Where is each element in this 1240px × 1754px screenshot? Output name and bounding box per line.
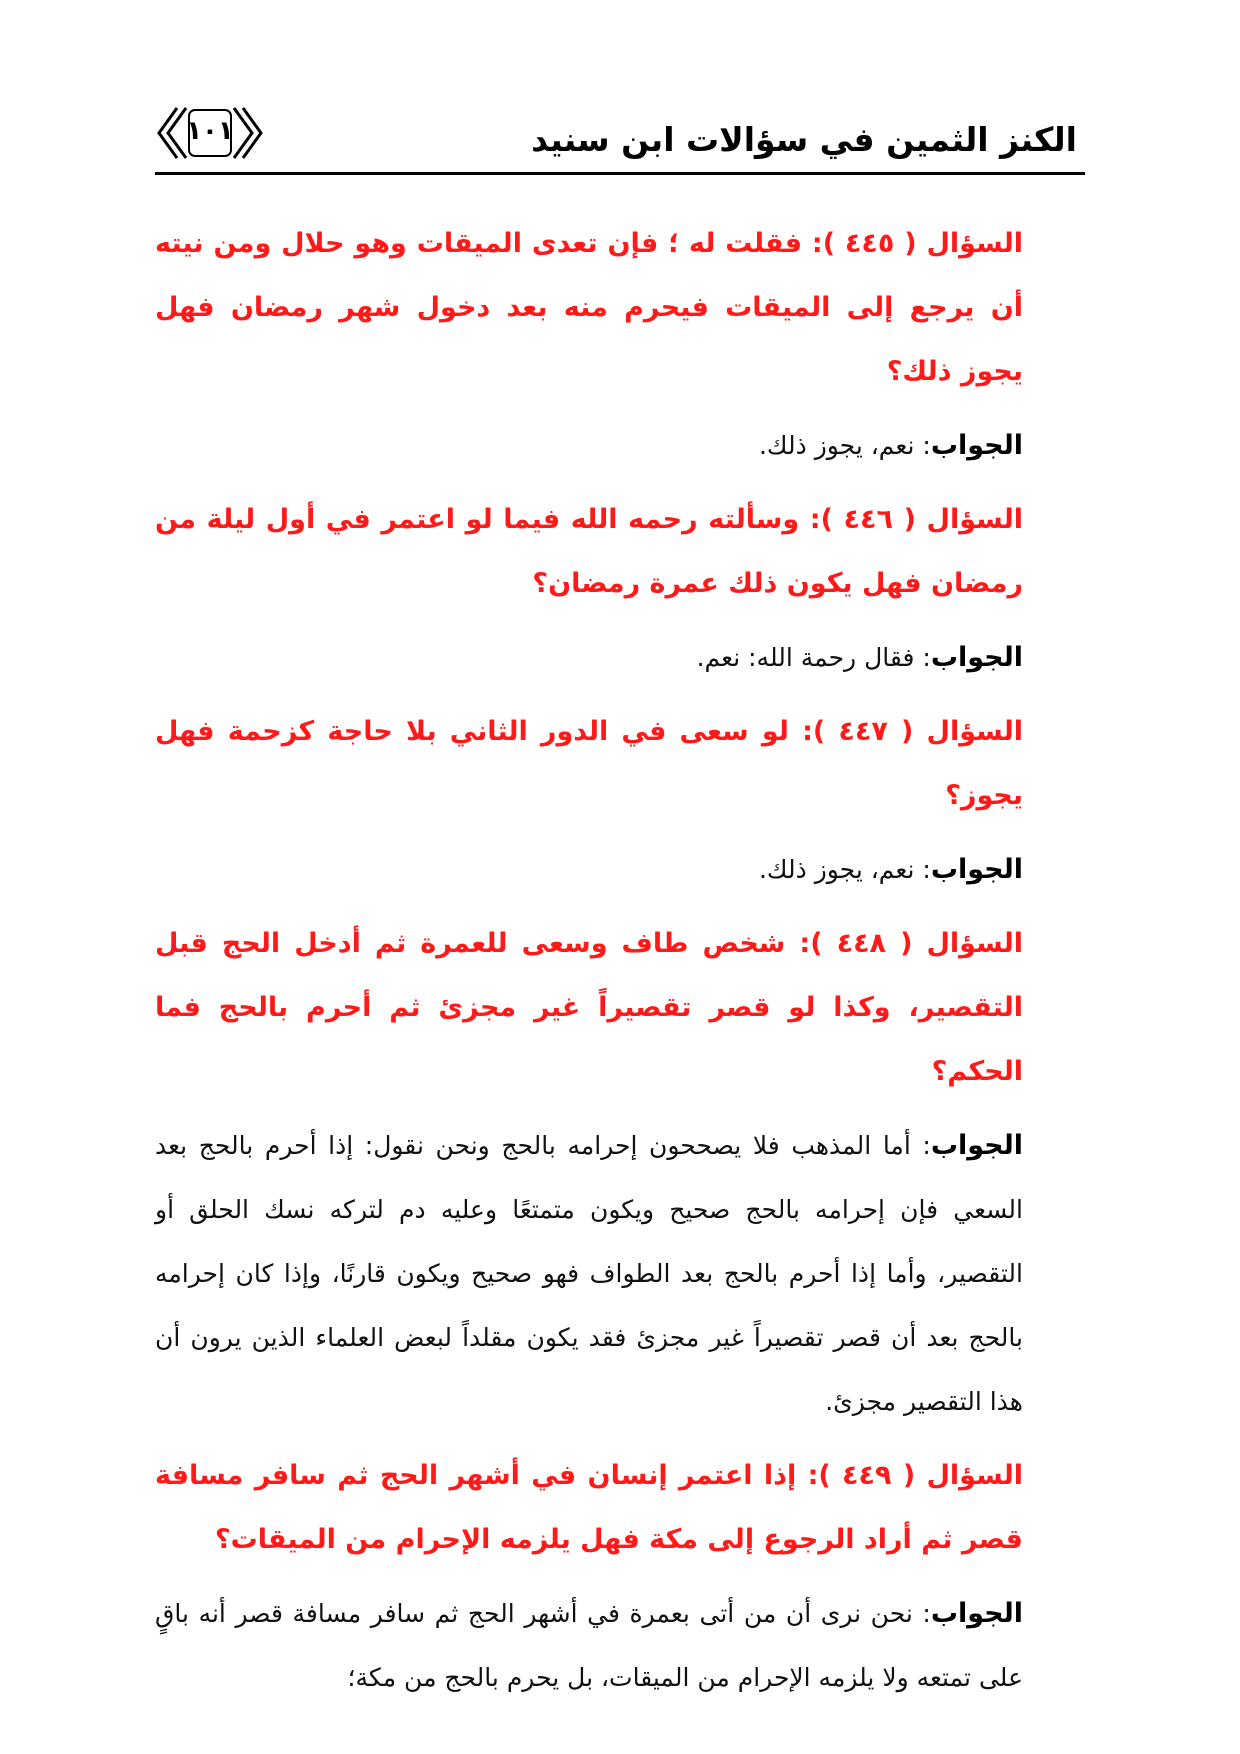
question-text: : شخص طاف وسعى للعمرة ثم أدخل الحج قبل التقصير، وكذا لو قصر تقصيراً غير مجزئ ثم أحرم بالحج فما الحكم؟ <box>155 928 1023 1087</box>
question-number: ( ٤٤٨ ) <box>810 928 913 959</box>
question-number: ( ٤٤٧ ) <box>812 716 914 747</box>
answer-text: : نعم، يجوز ذلك. <box>758 855 931 884</box>
book-title: الكنز الثمين في سؤالات ابن سنيد <box>531 120 1077 159</box>
question-text: : فقلت له ؛ فإن تعدى الميقات وهو حلال ومن نيته أن يرجع إلى الميقات فيحرم منه بعد دخول شهر رمضان فهل يجوز ذلك؟ <box>155 228 1023 387</box>
question-text: : لو سعى في الدور الثاني بلا حاجة كزحمة فهل يجوز؟ <box>155 716 1023 811</box>
answer-text: : أما المذهب فلا يصححون إحرامه بالحج ونحن نقول: إذا أحرم بالحج بعد السعي فإن إحرامه بالحج صحيح ويكون متمتعًا وعليه دم لتركه نسك الحلق أو التقصير، وأما إذا أحرم بالحج بعد الطواف فهو صحيح ويكون قارنًا، وإذا كان إحرامه بالحج بعد أن قصر تقصيراً غير مجزئ فقد يكون مقلداً لبعض العلماء الذين يرون أن هذا التقصير مجزئ. <box>155 1131 1023 1416</box>
question-label: السؤال <box>926 928 1023 959</box>
answer-label: الجواب <box>930 1130 1023 1161</box>
question-446 <box>155 488 1085 616</box>
question-text: : إذا اعتمر إنسان في أشهر الحج ثم سافر مسافة قصر ثم أراد الرجوع إلى مكة فهل يلزمه الإحرام من الميقات؟ <box>155 1460 1023 1555</box>
question-number: ( ٤٤٩ ) <box>818 1460 916 1491</box>
question-445 <box>155 212 1085 404</box>
answer-448 <box>155 1114 1085 1434</box>
answer-label: الجواب <box>930 642 1023 673</box>
answer-447 <box>155 838 1085 902</box>
answer-label: الجواب <box>930 430 1023 461</box>
question-label: السؤال <box>926 716 1024 747</box>
question-number: ( ٤٤٥ ) <box>822 228 917 259</box>
answer-text: : نعم، يجوز ذلك. <box>758 431 931 460</box>
question-label: السؤال <box>926 504 1023 535</box>
answer-446 <box>155 626 1085 690</box>
page-number-badge <box>155 104 265 162</box>
question-label: السؤال <box>926 228 1023 259</box>
qa-content <box>155 212 1085 1720</box>
question-449 <box>155 1444 1085 1572</box>
answer-label: الجواب <box>930 1598 1023 1629</box>
header-divider <box>155 172 1085 175</box>
question-label: السؤال <box>926 1460 1023 1491</box>
page-header <box>155 100 1085 178</box>
page-number: ١٠١ <box>186 116 234 146</box>
question-number: ( ٤٤٦ ) <box>820 504 916 535</box>
question-448 <box>155 912 1085 1104</box>
question-447 <box>155 700 1085 828</box>
question-text: : وسألته رحمه الله فيما لو اعتمر في أول ليلة من رمضان فهل يكون ذلك عمرة رمضان؟ <box>155 504 1023 599</box>
answer-label: الجواب <box>930 854 1023 885</box>
answer-445 <box>155 414 1085 478</box>
answer-text: : فقال رحمة الله: نعم. <box>696 643 931 672</box>
answer-text: : نحن نرى أن من أتى بعمرة في أشهر الحج ثم سافر مسافة قصر أنه باقٍ على تمتعه ولا يلزمه الإحرام من الميقات، بل يحرم بالحج من مكة؛ <box>155 1599 1023 1692</box>
answer-449 <box>155 1582 1085 1710</box>
